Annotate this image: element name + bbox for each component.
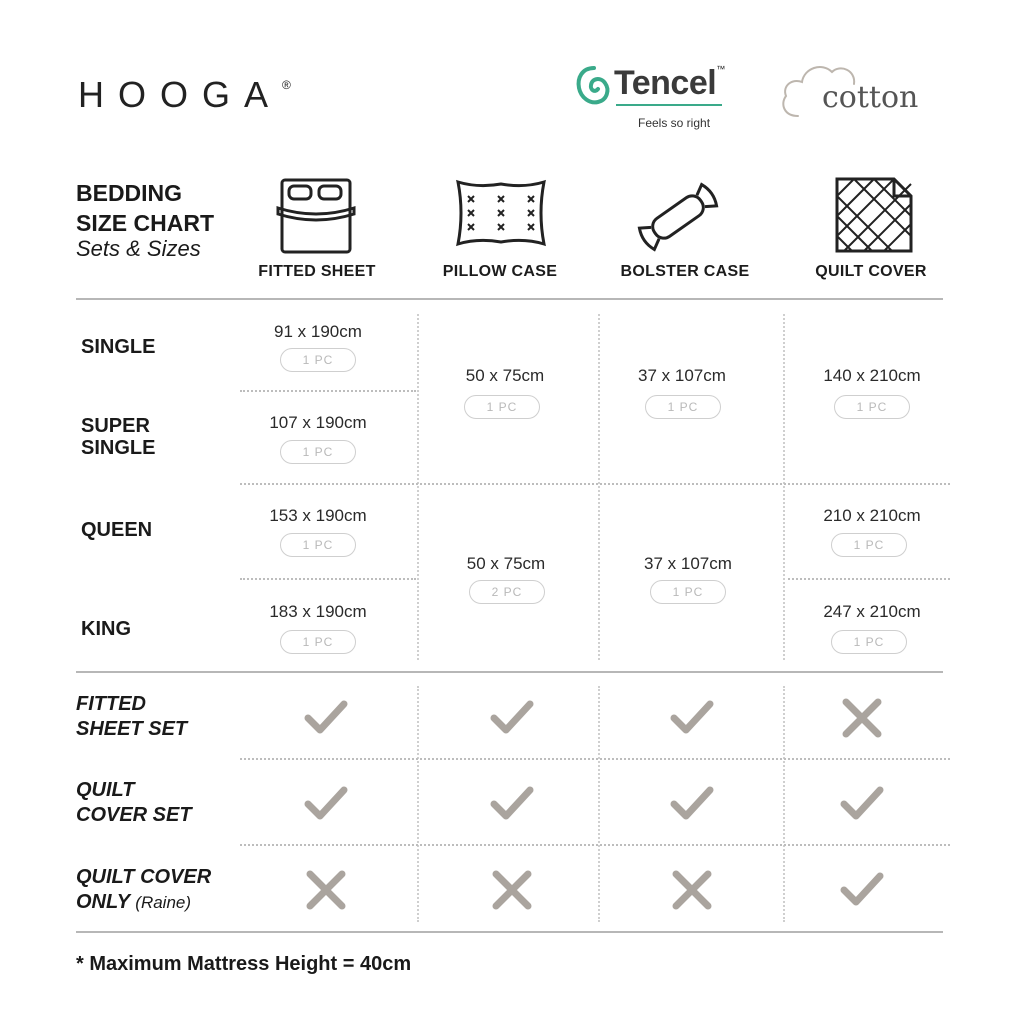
check-icon [668,780,716,828]
check-icon [838,780,886,828]
col-header-pillow-case: PILLOW CASE [442,263,558,280]
quilt-cover-icon [834,176,914,254]
chart-title-line1: BEDDING [76,180,183,206]
row-divider [240,483,950,485]
check-icon [838,866,886,914]
qty-pill: 1 PC [280,630,356,654]
chart-subtitle: Sets & Sizes [76,236,201,261]
size-value: 183 x 190cm [269,602,367,621]
qty-pill: 2 PC [469,580,545,604]
cross-icon [838,694,886,742]
qty-pill: 1 PC [834,395,910,419]
size-value: 50 x 75cm [466,554,546,573]
set-label-quilt-cover-only: QUILT COVER ONLY (Raine) [76,866,212,913]
qty-pill: 1 PC [280,348,356,372]
row-label-single: SINGLE [81,336,156,358]
set-label-fitted-sheet-set: FITTED SHEET SET [76,693,188,740]
size-value: 37 x 107cm [644,554,732,573]
qty-pill: 1 PC [280,533,356,557]
col-header-bolster-case: BOLSTER CASE [620,263,750,280]
size-value: 50 x 75cm [465,366,545,385]
col-divider [598,686,600,922]
set-label-quilt-cover-set: QUILT COVER SET [76,779,192,826]
col-divider [783,686,785,922]
col-header-fitted-sheet: FITTED SHEET [258,263,376,280]
row-label-queen: QUEEN [81,519,153,541]
pillow-case-icon [454,178,548,248]
qty-pill: 1 PC [650,580,726,604]
check-icon [668,694,716,742]
header-divider [76,298,943,300]
qty-pill: 1 PC [280,440,356,464]
cross-icon [668,866,716,914]
check-icon [488,694,536,742]
row-divider [240,578,416,580]
tencel-swirl-icon [574,64,614,108]
footnote: * Maximum Mattress Height = 40cm [76,953,412,975]
brand-name: HOOGA [78,74,283,115]
tencel-logo [574,62,734,132]
size-value: 153 x 190cm [269,506,367,525]
check-icon [302,694,350,742]
tencel-tm: ™ [716,64,726,74]
col-header-quilt-cover: QUILT COVER [815,263,927,280]
cross-icon [488,866,536,914]
registered-mark: ® [282,78,291,92]
qty-pill: 1 PC [645,395,721,419]
size-value: 37 x 107cm [638,366,726,385]
qty-pill: 1 PC [464,395,540,419]
tencel-tagline: Feels so right [638,116,711,130]
row-label-king: KING [81,618,131,640]
check-icon [488,780,536,828]
qty-pill: 1 PC [831,630,907,654]
size-value: 210 x 210cm [823,506,921,525]
check-icon [302,780,350,828]
chart-title [76,178,214,238]
tencel-word: Tencel [614,64,717,102]
size-value: 140 x 210cm [823,366,921,385]
chart-title-line2: SIZE CHART [76,210,214,236]
cotton-logo [778,58,948,128]
qty-pill: 1 PC [831,533,907,557]
bolster-case-icon [628,180,728,254]
bottom-divider [76,931,943,933]
size-value: 247 x 210cm [823,602,921,621]
col-divider [417,686,419,922]
row-divider [788,578,950,580]
sizes-divider [76,671,943,673]
cotton-word: cotton [822,80,919,115]
brand-logo [78,74,291,116]
row-label-super-single: SUPER SINGLE [81,415,156,459]
size-value: 107 x 190cm [269,413,367,432]
size-value: 91 x 190cm [274,322,362,341]
cross-icon [302,866,350,914]
fitted-sheet-icon [276,178,356,254]
row-divider [240,390,416,392]
set-row-divider [240,844,950,846]
set-row-divider [240,758,950,760]
